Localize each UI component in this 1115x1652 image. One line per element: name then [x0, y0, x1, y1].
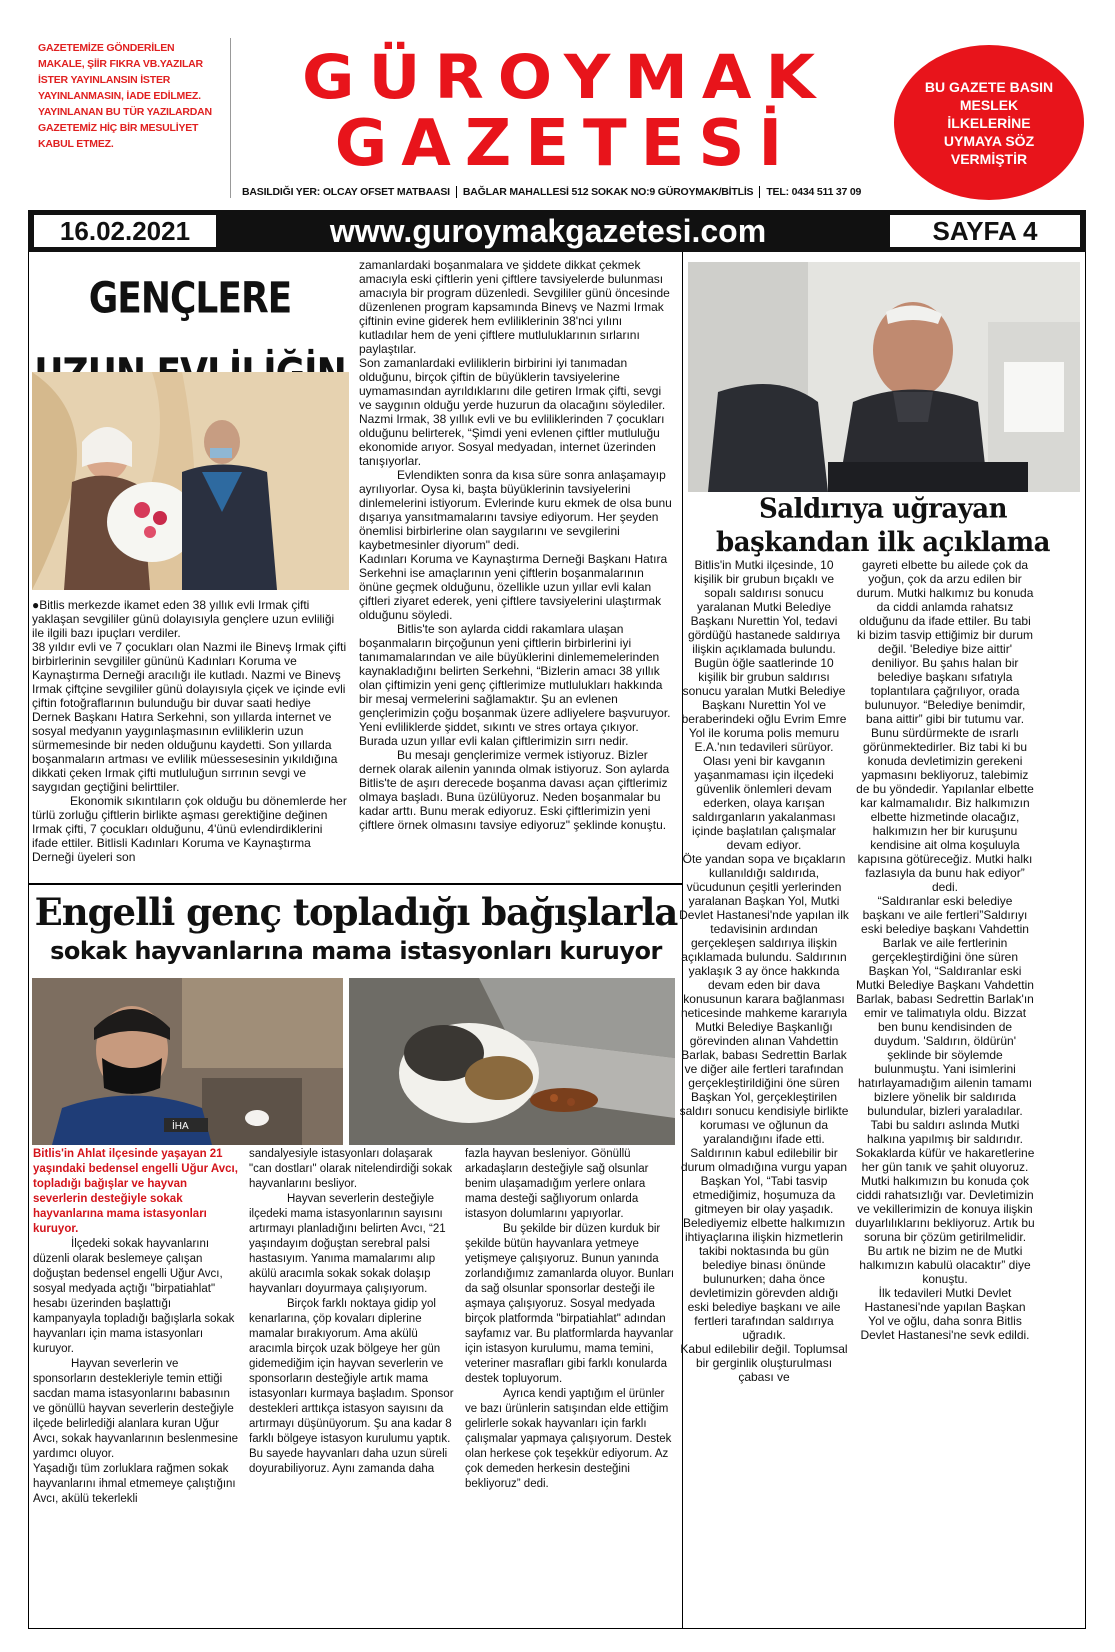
imprint-line	[236, 180, 901, 204]
article-2-lead: Bitlis'in Ahlat ilçesinde yaşayan 21 yaşındaki bedensel engelli Uğur Avcı, topladığı bağışlar ve hayvan severlerin desteğiyle sokak hayvanlarına mama istasyonları kuruyor.	[33, 1148, 238, 1235]
logo-line-1: GÜROYMAK	[301, 42, 830, 114]
article-3-paragraph: Mutki halkımızın bu konuda çok ciddi rahatsızlığı var. Devletimizin ve vekillerimizin de konuya ilişkin duyarlılıklarını bekliyoruz. Artık bu soruna bir çözüm getirilmelidir. Bu artık ne bizim ne de Mutki halkımızın kabulü olacaktır” diye konuştu.	[855, 1174, 1035, 1286]
article-1-headline: GENÇLERE	[88, 274, 292, 324]
article-1-paragraph: Bitlis'te son aylarda ciddi rakamlara ulaşan boşanmaların birçoğunun yeni çiftlerin birbirlerini iyi tanımamalarından ve aile büyüklerini dinlememelerinden kaynakladığını belirten Serkehni, “Bizlerin amacı 38 yıllık olan çiftimizin yeni genç çiftlerimize mutlulukları hakkında bir mesaj vermelerini sağlamaktır. Şu an evlenen gençlerimizin çoğu boşanmak üzere adliyelere başvuruyor. Yeni evliliklerde şiddet, sıkıntı ve stres ortaya çıkıyor. Burada uzun yıllar evli kalan çiftlerimizin sırrı nedir.	[359, 622, 671, 748]
website-link[interactable]: www.guroymakgazetesi.com	[329, 213, 767, 249]
newspaper-logo[interactable]	[213, 30, 918, 180]
article-3-paragraph: Bitlis'in Mutki ilçesinde, 10 kişilik bir grubun bıçaklı ve sopalı saldırısı sonucu yaralanan Mutki Belediye Başkanı Nurettin Yol, tedavi gördüğü hastanede saldırıya ilişkin açıklamada bulundu.	[687, 558, 841, 656]
injured-mayor-photo	[688, 262, 1080, 492]
article-3-column-1	[679, 558, 849, 1384]
article-1-paragraph: 38 yıldır evli ve 7 çocukları olan Nazmi ile Binevş Irmak çifti birbirlerinin sevgililer gününü Kadınları Koruma ve Kaynaştırma Derneği aracılığı ile kutladı. Nazmi ve Binevş Irmak çiftçine sevgililer günü dolayısıyla çiçek ve içinde evli çiftin fotoğraflarının bulunduğu bir duvar saati hediye Dernek Başkanı Hatıra Serkehni, son yıllarda internet ve sosyal medyanın yaygınlaşmasının evliliklerin uzun sürmemesinde bir neden olduğunu kaydetti. Son yıllarda boşanmaların artması ve evlilik müessesesinin yıkıldığına dikkati çeken Irmak çifti mutluluğun sırrının sevgi ve saygıdan geçtiğini belirttiler.	[32, 640, 347, 794]
article-3-paragraph: gayreti elbette bu ailede çok da yoğun, çok da arzu edilen bir durum. Mutki halkımız bu konuda da ciddi anlamda rahatsız olduğunu da ifade ettiler. Bu tabi ki bizim tasvip ettiğimiz bir durum değil. 'Belediye bize aittir' deniliyor. Bu şahıs halan bir belediye başkanı sıfatıyla toplantılara çağrılıyor, orada bulunuyor. “Belediye benimdir, bana aittir” gibi bir tutumu var.	[856, 558, 1034, 726]
article-2-headline-line-2: sokak hayvanlarına mama istasyonları kuruyor	[50, 937, 662, 965]
article-2-headline-line-1: Engelli genç topladığı bağışlarla	[34, 890, 678, 934]
article-2-paragraph: fazla hayvan besleniyor. Gönüllü arkadaşların desteğiyle sağ olsunlar benim ulaşamadığım yerlere onlara mama desteği sağlıyorum onlarda istasyon dolumlarını yapıyorlar.	[465, 1148, 649, 1220]
article-1-paragraph: Kadınları Koruma ve Kaynaştırma Derneği Başkanı Hatıra Serkehni ise amaçlarının yeni çiftlerin boşanmalarının önüne geçmek olduğunu, özellikle uzun yıllar evli kalan çiftleri ziyaret ederek, yeni çiftlere tavsiyelerini ulaştırmak olduğunu söyledi.	[359, 552, 668, 622]
article-2-paragraph: sandalyesiyle istasyonları dolaşarak "can dostları" olarak nitelendirdiği sokak hayvanlarını besliyor.	[249, 1148, 453, 1190]
article-2-paragraph: Yaşadığı tüm zorluklara rağmen sokak hayvanlarını ihmal etmemeye çalıştığını Avcı, akülü tekerlekli	[33, 1463, 236, 1505]
article-2-column-2	[249, 1147, 454, 1477]
young-man-photo	[32, 978, 343, 1145]
article-2-column-1	[33, 1147, 239, 1507]
article-3-paragraph: Kabul edilebilir değil. Toplumsal bir gerginlik oluşturulması çabası ve	[680, 1342, 848, 1384]
address: BAĞLAR MAHALLESİ 512 SOKAK NO:9 GÜROYMAK/BİTLİS	[457, 186, 760, 198]
article-3-headline	[686, 492, 1080, 559]
cat-feeding-photo	[349, 978, 675, 1145]
article-1-column-2	[359, 258, 673, 832]
article-1-paragraph: Son zamanlardaki evliliklerin birbirini iyi tanımadan olduğunu, birçok çiftin de büyüklerin tavsiyelerine uymamasından ayrıldıklarını dile getiren Irmak çifti, sevgi ve saygının olduğu yerde huzurun da olacağını söylediler.	[359, 356, 666, 412]
article-1-paragraph: ●Bitlis merkezde ikamet eden 38 yıllık evli Irmak çifti yaklaşan sevgililer günü dolayısıyla gençlere uzun evliliği ile ilgili bazı ipuçları verdiler.	[32, 598, 335, 640]
article-1-paragraph: Nazmi Irmak, 38 yıllık evli ve bu evliliklerinden 7 çocukları olduğunu belirterek, “Şimdi yeni evlenen çiftler mutluluğu ekonomide arıyor. Sosyal medyadan, internet üzerinden tanışıyorlar.	[359, 412, 665, 468]
issue-date: 16.02.2021	[34, 215, 216, 247]
article-3-paragraph: İlk tedavileri Mutki Devlet Hastanesi'nde yapılan Başkan Yol ve oğlu, daha sonra Bitlis Devlet Hastanesi'ne sevk edildi.	[860, 1286, 1030, 1342]
article-3-paragraph: Bugün öğle saatlerinde 10 kişilik bir grubun saldırısı sonucu yaralan Mutki Belediye Başkanı Nurettin Yol ve beraberindeki oğlu Evrim Emre Yol ile koruma polis memuru E.A.'nın tedavileri sürüyor. Olası yeni bir kavganın yaşanmaması için ilçedeki güvenlik önlemleri devam ederken, olaya karışan saldırganların yakalanması içinde başlatılan çalışmalar devam ediyor.	[681, 656, 847, 852]
article-2-paragraph: İlçedeki sokak hayvanlarını düzenli olarak beslemeye çalışan doğuştan bedensel engelli Uğur Avcı, sosyal medyada açtığı "birpatiahlat" hesabı üzerinden başlattığı kampanyayla topladığı bağışlarla sokak hayvanları için mama istasyonları kuruyor.	[33, 1238, 235, 1355]
article-1-paragraph: Ekonomik sıkıntıların çok olduğu bu dönemlerde her türlü zorluğu çiftlerin birlikte aşması gerektiğine değinen Irmak çifti, 7 çocukları olduğunu, 4'ünü evlendirdiklerini ifade ettiler. Bitlisli Kadınları Koruma ve Kaynaştırma Derneği üyeleri son	[32, 794, 347, 864]
article-3-headline-line-2: başkandan ilk açıklama	[716, 527, 1050, 559]
article-2-paragraph: Hayvan severlerin desteğiyle ilçedeki mama istasyonlarının sayısını artırmayı planladığını belirten Avcı, “21 yaşındayım doğuştan serebral palsi hastasıyım. Yanıma mamalarımı alıp akülü aracımla sokak sokak dolaşıp hayvanları doyurmaya çalışıyorum.	[249, 1193, 446, 1295]
submission-notice: GAZETEMİZE GÖNDERİLEN MAKALE, ŞİİR FIKRA VB.YAZILAR İSTER YAYINLANSIN İSTER YAYINLANMASIN, İADE EDİLMEZ. YAYINLANAN BU TÜR YAZILARDAN GAZETEMİZ HİÇ BİR MESULİYET KABUL ETMEZ.	[38, 42, 212, 150]
couple-photo	[32, 372, 349, 590]
seal-text: BU GAZETE BASIN MESLEK İLKELERİNE UYMAYA SÖZ VERMİŞTİR	[924, 78, 1054, 167]
article-1-paragraph: zamanlardaki boşanmalara ve şiddete dikkat çekmek amacıyla eski çiftlerin yeni çiftlere tavsiyelerde bulunması amacıyla bir program düzenledi. Sevgililer günü öncesinde düzenlenen program kapsamında Binevş ve Nazmi Irmak çiftinin evine giderek hem evliliklerinin 38'nci yılını kutladılar hem de yeni çiftlere mutluluklarının sırlarını paylaştılar.	[359, 258, 670, 356]
article-2-headline	[32, 890, 680, 968]
article-3-paragraph: “Saldıranlar eski belediye başkanı ve aile fertleri”Saldırıyı eski belediye başkanı Vahdettin Barlak ve aile fertlerinin gerçekleştirdiğini öne süren Başkan Yol, “Saldıranlar eski Mutki Belediye Başkanı Vahdettin Barlak, babası Sedrettin Barlak'ın emir ve talimatıyla oldu. Bizzat ben bunu kendisinden de duydum. 'Saldırın, öldürün' şeklinde bir söylemde bulunmuştu. Yani isimlerini hatırlayamadığım ailenin tamamı bizlere yönelik bir saldırıda bulundular, bizleri yaraladılar. Tabi bu saldırı aslında Mutki halkına yapılmış bir saldırıdır. Sokaklarda küfür ve hakaretlerine her gün tanık ve şahit oluyoruz.	[855, 894, 1035, 1174]
article-1-column-1	[32, 598, 348, 864]
press-ethics-seal	[894, 45, 1084, 200]
cat-feeding-photo-illustration	[349, 978, 675, 1145]
young-man-photo-illustration	[32, 978, 343, 1145]
phone: TEL: 0434 511 37 09	[766, 186, 862, 198]
article-1-paragraph: Bu mesajı gençlerimize vermek istiyoruz. Bizler dernek olarak ailenin yanında olmak istiyoruz. Son aylarda Bitlis'te de aşırı derecede boşanma davası açan çiftlerimiz olmaya başladı. Buna üzülüyoruz. Neden boşanmalar bu kadar arttı. Bunu merak ediyoruz. Eski çiftlerimizin yeni çiftlere örnek olmasını tavsiye ediyoruz" şeklinde konuştu.	[359, 748, 670, 832]
article-1-paragraph: Evlendikten sonra da kısa süre sonra anlaşamayıp ayrılıyorlar. Oysa ki, başta büyüklerinin tavsiyelerini dinlemelerini istiyorum. Evlerinde kuru ekmek de olsa bunu dışarıya yansıtmamalarını tavsiye ediyorum. Her şeyden önemlisi birbirlerine olan saygılarını ve sevgilerini kaybetmesinler diyorum" dedi.	[359, 468, 672, 552]
injured-mayor-photo-illustration	[688, 262, 1080, 492]
page-number: SAYFA 4	[890, 215, 1080, 247]
article-3-paragraph: Bunu sürdürmekte de ısrarlı görünmektedirler. Biz tabi ki bu konuda devletimizin gerekeni yapmasını bekliyoruz, talebimiz de bu yöndedir. Yapılanlar elbette kar kalmamalıdır. Biz halkımızın elbette hizmetinde olacağız, halkımızın her bir kuruşunu kendisine ait olma koşuluyla kapısına götüreceğiz. Mutki halkı fazlasıyla da bunu hak ediyor” dedi.	[856, 726, 1034, 894]
news-agency-badge: İHA	[172, 1121, 189, 1132]
printing-house: BASILDIĞI YER: OLCAY OFSET MATBAASI	[236, 186, 457, 198]
logo-line-2: GAZETESİ	[334, 107, 797, 181]
date-bar	[28, 210, 1086, 252]
couple-photo-illustration	[32, 372, 349, 590]
article-3-headline-line-1: Saldırıya uğrayan	[758, 493, 1008, 525]
article-2-column-3	[465, 1147, 675, 1492]
masthead	[28, 30, 1086, 210]
article-3-paragraph: Öte yandan sopa ve bıçakların kullanıldığı saldırıda, vücudunun çeşitli yerlerinden yaralanan Başkan Yol, Mutki Devlet Hastanesi'nde yapılan ilk tedavisinin ardından gerçekleşen saldırıya ilişkin açıklamada bulundu. Saldırının yaklaşık 3 ay önce hakkında devam eden bir dava konusunun karara bağlanması neticesinde mahkeme kararıyla Mutki Belediye Başkanlığı görevinden alınan Vahdettin Barlak, babası Sedrettin Barlak ve diğer aile fertleri tarafından gerçekleştirildiğini öne süren Başkan Yol, gerçekleştirilen saldırı sonucu kendisiyle birlikte koruması ve oğlunun da yaralandığını ifade etti.	[679, 852, 849, 1146]
article-2-paragraph: Bu şekilde bir düzen kurduk bir şekilde bütün hayvanlara yetmeye yetişmeye çalışıyoruz. Bunun yanında zorlandığımız zamanlarda oluyor. Bunları da sağ olsunlar sponsorlar desteği ile aşmaya çalışıyoruz. Sosyal medyada birçok platformda "birpatiahlat" adından sayfamız var. Bu platformlarda hayvanlar için istasyon kurulumu, mama temini, veteriner masrafları gibi farklı konularda destek topluyorum.	[465, 1223, 675, 1385]
article-3-column-2	[855, 558, 1035, 1342]
article-2-paragraph: Hayvan severlerin ve sponsorların destekleriyle temin ettiği sacdan mama istasyonlarını babasının ve gönüllü hayvan severlerin desteğiyle ilçede belirlediği alanlara kuran Uğur Avcı, sokak hayvanlarının beslenmesine yardımcı oluyor.	[33, 1358, 238, 1460]
article-2-paragraph: Ayrıca kendi yaptığım el ürünler ve bazı ürünlerin satışından elde ettiğim gelirlerle sokak hayvanları için farklı çalışmalar yapmaya çalışıyorum. Destek olan herkese çok teşekkür ediyorum. Az çok demeden herkesin desteğini bekliyoruz” dedi.	[465, 1388, 672, 1490]
article-2-paragraph: Birçok farklı noktaya gidip yol kenarlarına, çöp kovaları diplerine mamalar bırakıyorum. Ama akülü aracımla birçok uzak bölgeye her gün gidemediğim için hayvan severlerin ve sponsorların desteğiyle artık mama istasyonları kurmaya başladım. Sponsor destekleri arttıkça istasyon sayısını da artırmayı düşünüyorum. Şu ana kadar 8 farklı bölgeye istasyon kurulumu yaptık. Bu sayede hayvanları daha uzun süreli doyurabiliyoruz. Aynı zamanda daha	[249, 1298, 454, 1475]
article-3-paragraph: Saldırının kabul edilebilir bir durum olmadığına vurgu yapan Başkan Yol, “Tabi tasvip etmediğimiz, hoşumuza da gitmeyen bir olay yaşadık. Belediyemiz elbette halkımızın ihtiyaçlarına ilişkin hizmetlerin takibi noktasında bu gün belediye binası önünde bulunurken; daha önce devletimizin görevden aldığı eski belediye başkanı ve aile fertleri tarafından saldırıya uğradık.	[680, 1146, 848, 1342]
